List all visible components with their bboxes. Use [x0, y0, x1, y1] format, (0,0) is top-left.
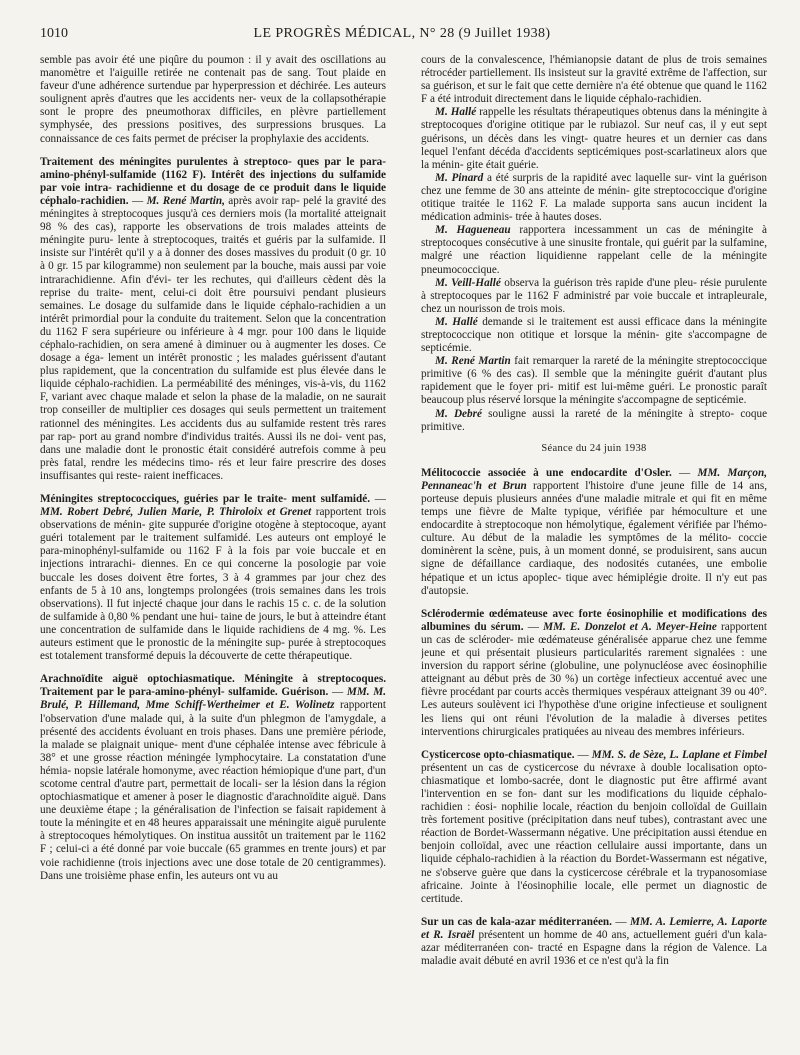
article-block: Sur un cas de kala-azar méditerranéen. — MM. A. Lemierre, A. Laporte et R. Israël présentent un homme de 40 ans, actuellement guéri d'un kala-azar méditerranéen con- tracté en Espagne dans la région de Valence. La maladie avait débuté en avril 1936 et ce n'est qu'à la fin — [421, 915, 767, 968]
text-line: coccie dominèrent la scène, puis, à un moment donné, se — [421, 532, 767, 558]
text-line: gite s'accompagne de septicémie. — [421, 328, 767, 355]
paragraph-block — [421, 224, 767, 276]
left-column — [40, 54, 386, 1049]
text-line: Le dosage du sulfamide dans le liquide céphalo-rachidien a — [88, 299, 371, 312]
text-line: souligne aussi la rareté de la méningite à strepto- — [488, 407, 735, 420]
text-line: rationnel des méningites. — [40, 417, 156, 430]
article-block: Arachnoïdite aiguë optochiasmatique. Méningite à streptocoques. Traitement par le para-amino-phényl- sulfamide. Guérison. — MM. M. Brulé, P. Hillemand, Mme Schiff-Wertheimer et E. Wolinetz rapportent l'observation d'une malade qui, à la suite d'un phlegmon de l'amygdale, a présenté des accidents évoluant en trois phases. Dans une première période, la malade se plaignait unique- ment d'une céphalée intense avec fébricule à 38° et une grosse réaction méningée lymphocytaire. La constatation d'une hémia- nopsie latérale homonyme, avec réaction hémiopique d'une part, d'un scotome central d'autre part, permettait de locali- ser la lésion dans la région optochiasmatique et amener à poser le diagnostic d'arachnoïdite aiguë. Dans une deuxième étape ; la généralisation de l'infection se faisait rapidement à toute la méningite et en 48 heures apparaissait une méningite aiguë purulente à streptocoques hémolytiques. On institua aussitôt un traitement par le 1162 F ; celui-ci a été donné par voie buccale (65 grammes en trente jours) et par voie rachidienne (trois injections avec une dose totale de 20 centigrammes). Dans une troisième phase enfin, les auteurs ont vu au — [40, 673, 386, 882]
text-line: jours) et par voie rachidienne (trois injections avec une dose — [40, 843, 386, 869]
text-line: élevée dans le liquide céphalo-rachidien. La perméabilité des — [40, 365, 386, 391]
text-line: taine de jours, le but à atteindre étant une concentration — [40, 610, 386, 636]
text-line: d'accidents septicémiques post-scarlatineux alors que la ménin- — [421, 145, 767, 171]
text-line: avec une réaction de Bordet-Wassermann négative. — [421, 814, 767, 840]
text-line: 15 c. c. de la solution de sulfamide à 0,80 % pendant une hui- — [40, 597, 386, 623]
article-block: Méningites streptococciques, guéries par le traite- ment sulfamidé. — MM. Robert Debré, Julien Marie, P. Thiroloix et Grenet rapportent trois observations de ménin- gite suppurée d'origine otogène à steptocoque, ayant guéri totalement par le traitement sulfamidé. Les auteurs ont employé le para-minophényl-sulfamide ou 1162 F à la fois par voie buccale et en injections intrarachi- diennes. En ce qui concerne la posologie par voie buccale les doses doivent être fortes, 3 à 4 grammes par jour chez des enfants de 5 à 10 ans, longtemps prolongées (trois semaines dans les trois observations). Il fut injecté chaque jour dans le rachis 15 c. c. de la solution de sulfamide à 0,80 % pendant une hui- taine de jours, le but à atteindre étant une concentration de sulfamide dans le liquide rachidiens de 4 mg. %. Les auteurs estiment que le pronostic de la méningite sup- purée à streptocoques est totalement transformé depuis la découverte de cette thérapeutique. — [40, 493, 386, 663]
article-block: Traitement des méningites purulentes à streptoco- ques par le para-amino-phényl-sulfamide (1162 F). Intérêt des injections du sulfamide par voie intra- rachidienne et du dosage de ce produit dans le liquide céphalo-rachidien. — M. René Martin, après avoir rap- pelé la gravité des méningites à streptocoques jusqu'à ces derniers mois (la mortalité atteignait 98 % des cas), rapporte les observations de trois malades atteints de méningite puru- lente à streptocoques, traités et guéris par la sulfamide. Il insiste sur l'intérêt qu'il y a à donner des doses massives du produit (0 gr. 10 à 0 gr. 15 par kilogramme) non seulement par la bouche, mais aussi par voie intrarachidienne. Afin d'évi- ter les rechutes, qui d'ailleurs cèdent dès la reprise du traite- ment, celui-ci doit être poursuivi pendant plusieurs semaines. Le dosage du sulfamide dans le liquide céphalo-rachidien a un intérêt primordial pour la conduite du traitement. Selon que la concentration du 1162 F sera supérieure ou inférieure à 4 mgr. pour 100 dans le liquide céphalo-rachidien, on sera amené à diminuer ou à augmenter les doses. Ce dosage a éga- lement un intérêt pronostic ; les malades guérissent d'autant plus rapidement, que la concentration du sulfamide est plus élevée dans le liquide céphalo-rachidien. La perméabilité des méninges, vis-à-vis, du 1162 F, variant avec chaque malade et selon la phase de la maladie, on ne saurait trop conseiller de multiplier ces dosages qui seuls permettent un traitement rationnel des méningites. Les accidents dus au sulfamide restent très rares par rap- port au grand nombre d'individus traités. Aussi ils ne doi- vent pas, dans une maladie dont le pronostic était considéré autrefois comme à peu près fatal, rendre les médecins timo- rés et leur faire prescrire des doses insuffisantes qui reste- raient inefficaces. — [40, 155, 386, 482]
text-line: elle permet un diagnostic de certitude. — [421, 879, 767, 905]
authors: M. Hallé — [435, 315, 478, 328]
text-line: oscillations au manomètre et l'aiguille retirée ne contenait — [40, 54, 386, 80]
text-line: les observations de trois malades atteints de méningite puru- — [40, 221, 386, 247]
text-line: culture. Au début de la maladie les symptômes de la mélito- — [421, 532, 732, 545]
text-line: Les auteurs soulignent après d'autres que les accidents ner- — [40, 80, 386, 106]
text-line: Les auteurs ont employé le para-minophényl-sulfamide ou — [40, 532, 386, 558]
authors: M. Hallé — [435, 106, 477, 119]
text-line: infectieux accentué avec une fièvre procédant par courts accès — [421, 673, 767, 699]
text-line: une inversion du rapport sérine (globuline, une polynucléose — [421, 647, 767, 673]
text-line: pas de sang. Tout plaide en faveur d'une adhérence surtendue — [40, 67, 386, 93]
text-line: malade supporta sans aucun incident la médication adminis- — [421, 198, 767, 224]
text-line: En ce qui concerne la posologie par voie buccale les doses — [40, 558, 386, 584]
text-line: rapportera incessamment un cas de méningite — [519, 224, 754, 237]
text-line: trois observations). Il fut injecté chaque jour dans le rachis — [40, 584, 386, 610]
paragraph-block — [421, 106, 767, 171]
text-line: introduit directement dans le liquide céphalo-rachidien. — [453, 93, 702, 106]
text-line: la méningite streptococcique non otitique et lorsque la ménin- — [421, 315, 767, 341]
paragraph-block — [421, 172, 767, 224]
text-line: streptococcique primitive (6 % des cas). Il semble que la — [421, 355, 767, 381]
text-line: réservé lorsque la méningite s'accompagne de septicémie. — [488, 394, 747, 407]
text-line: Malte typique, vérifiée par hémoculture et une endocardite à — [421, 506, 767, 532]
running-header — [40, 26, 764, 46]
authors: MM. S. de Sèze, L. Laplane et Fimbel — [591, 748, 767, 761]
right-column — [421, 54, 767, 1049]
text-line: Sur neuf cas, il y eut sept guérisons, un décès dans les vingt- — [421, 119, 767, 145]
text-line: celle de la méningite pneumococcique. — [421, 250, 767, 276]
article-block: Mélitococcie associée à une endocardite d'Osler. — MM. Marçon, Pennaneac'h et Brun rapportent l'histoire d'une jeune fille de 14 ans, porteuse depuis plusieurs années d'une maladie mitrale et qui fit en même temps une fièvre de Malte typique, vérifiée par hémoculture et une endocardite à streptocoque non hémolytique, également vérifiée par l'hémo- culture. Au début de la maladie les symptômes de la mélito- coccie dominèrent la scène, puis, à un moment donné, se produisirent, sans aucun signe de défaillance cardiaque, des nodosités cutanées, une embolie hépatique et un ictus apoplec- tique avec hémiplégie droite. Il n'y eut pas d'autopsie. — [421, 466, 767, 597]
text-line: raient inefficaces. — [143, 469, 224, 482]
text-line: à streptocoques consécutive à une sinusite frontale, qui guérit — [421, 224, 767, 250]
text-line: mie œdémateuse généralisée apparue chez une femme jeune — [421, 633, 767, 660]
text-line: totalement par le traitement sulfamidé. — [68, 532, 251, 545]
text-line: a été surpris de la rapidité avec laquelle sur- — [487, 171, 692, 184]
article-title: Arachnoïdite aiguë optochiasmatique. Méningite à streptocoques. Traitement par le para-amino-phényl- sulfamide. Guérison. — [40, 673, 386, 699]
text-line: faits permet de préciser la prophylaxie des accidents. — [132, 132, 369, 145]
text-line: et la trypanosomiase africaine. Jointe à l'éosinophilie locale, — [421, 866, 767, 892]
article-block: Cysticercose opto-chiasmatique. — MM. S. de Sèze, L. Laplane et Fimbel présentent un cas de cysticercose du névraxe à double localisation opto-chiasmatique et lombo-sacrée, dont le diagnostic put être affirmé avant l'intervention en se fon- dant sur les modifications du liquide céphalo-rachidien : éosi- nophilie locale, réaction du benjoin colloïdal de Guillain très fortement positive (précipitation dans neuf tubes), contrastant avec une réaction de Bordet-Wassermann négative. Une précipitation aussi étendue en benjoin colloïdal, avec une réaction cellulaire aussi importante, dans un liquide céphalo-rachidien à la réaction du Bordet-Wassermann est négative, ne s'observe guère que dans la cysticercose cérébrale et la trypanosomiase africaine. Jointe à l'éosinophilie locale, elle permet un diagnostic de certitude. — [421, 748, 767, 905]
authors: MM. Marçon, Pennaneac'h et Brun — [421, 466, 767, 492]
text-line: rappelle les résultats thérapeutiques obtenus dans — [479, 106, 701, 119]
session-date: Séance du 24 juin 1938 — [541, 442, 647, 454]
paragraph-block — [421, 355, 767, 407]
text-line: tique avec hémiplégie droite. Il n'y eut pas d'autopsie. — [421, 571, 767, 597]
text-line: tracté en Espagne dans la région de Valence. — [537, 942, 751, 954]
paragraph-block — [421, 54, 767, 106]
authors: MM. Robert Debré, Julien Marie, P. Thiroloix et Grenet — [40, 506, 312, 519]
text-line: autrefois comme à peu près fatal, rendre les médecins timo- — [40, 443, 386, 469]
text-line: amené à diminuer ou à augmenter les doses. Ce dosage a éga- — [40, 338, 386, 365]
text-line: gite streptococcique d'origine otitique traitée le 1162 F. La — [421, 184, 767, 211]
text-line: à diverses petites interventions chirurgicales pratiquées au — [421, 712, 767, 738]
text-line: dant sur les modifications du liquide céphalo-rachidien : éosi- — [421, 787, 767, 814]
text-line: rapportent un cas de scléroder- — [421, 620, 767, 646]
text-line: nopsie latérale homonyme, avec réaction hémiopique d'une — [74, 764, 341, 777]
text-line: plus rapidement, que la concentration du sulfamide est plus — [40, 365, 317, 378]
text-line: 4 mgr. pour 100 dans le liquide céphalo-rachidien, on sera — [40, 325, 386, 351]
text-line: diennes. — [141, 558, 179, 571]
text-line: et soulignent les liens qui ont réuni l'évolution de la maladie — [421, 699, 767, 725]
authors: M. Pinard — [435, 171, 484, 184]
text-line: lement un intérêt pronostic ; les malades guérissent d'autant — [107, 352, 386, 365]
text-line: que cette dernière n'a été obtenue que quand le 1162 F a été — [421, 80, 767, 106]
text-line: thermiques vespéraux atteignant 39 ou 40°. — [572, 686, 767, 699]
text-line: quatre heures et un dernier cas dans lequel l'enfant décéda — [421, 132, 767, 158]
paragraph-block — [40, 54, 386, 146]
text-line: négative, ne s'observe guère que dans la cysticercose cérébrale — [421, 853, 767, 879]
text-line: un intérêt primordial pour la conduite du traitement. Selon — [40, 299, 386, 325]
text-line: une réaction cellulaire aussi importante, dans un liquide — [421, 840, 767, 866]
text-line: que la concentration du 1162 F sera supérieure ou inférieure à — [40, 312, 386, 338]
text-line: rapportent l'histoire — [533, 479, 624, 492]
text-line: Les accidents dus au sulfamide restent très rares par rap- — [40, 417, 386, 443]
text-line: ser la lésion dans la région optochiasmatique et amener à — [40, 777, 386, 804]
text-line: rapportent trois observations de ménin- — [40, 506, 386, 532]
text-line: Dans une troisième phase enfin, les auteurs ont vu au — [40, 869, 278, 882]
text-line: Dans une première période, la malade se plaignait unique- — [40, 725, 386, 751]
text-line: trois semaines rétrocéder partiellement. Ils insisteut sur la — [421, 54, 767, 80]
article-title: Traitement des méningites purulentes à streptoco- ques par le para-amino-phényl-sulfamide (1162 F). Intérêt des injections du sulfamide par voie intra- rachidienne et du dosage de ce produit dans le liquide céphalo-rachidien. — [40, 155, 386, 207]
text-line: Les auteurs estiment que le pronostic de la méningite sup- — [40, 623, 386, 650]
article-title: Mélitococcie associée à une endocardite d'Osler. — [421, 466, 672, 479]
text-line: hémolytiques. On institua aussitôt un traitement par le 1162 F ; — [40, 830, 386, 856]
text-line: présentent un homme de — [478, 928, 593, 941]
text-line: totale de 20 centigrammes). — [259, 856, 386, 869]
text-line: purée à streptocoques est totalement transformé depuis la — [40, 637, 386, 663]
text-line: insiste sur l'intérêt qu'il y a à donner des doses massives du — [40, 247, 309, 260]
text-line: céphalo-rachidien à la réaction du Bordet-Wassermann est — [455, 853, 723, 866]
article-title: Cysticercose opto-chiasmatique. — [421, 748, 575, 761]
text-line: après avoir rap- — [228, 194, 300, 207]
text-line: produisirent, sans aucun signe de défaillance cardiaque, des — [421, 545, 767, 571]
text-line: vent pas, dans une maladie dont le pronostic était considéré — [40, 430, 386, 456]
text-line: la bouche, mais aussi par voie intrarachidienne. Afin d'évi- — [40, 260, 386, 286]
authors: MM. E. Donzelot et A. Meyer-Heine — [543, 620, 717, 633]
text-line: gite suppurée d'origine otogène à steptocoque, ayant guéri — [40, 519, 386, 545]
text-line: semble pas avoir été une piqûre du poumon : il y avait des — [40, 54, 317, 66]
text-line: méninges, vis-à-vis, du 1162 F, variant avec chaque malade et — [40, 378, 386, 404]
text-line: fortement positive (précipitation dans neuf tubes), contrastant — [440, 814, 723, 827]
text-line: de sulfamide dans le liquide rachidiens de 4 mg. %. — [124, 623, 366, 636]
text-line: de 5 à 10 ans, longtemps prolongées (trois semaines dans les — [76, 584, 362, 597]
text-line: la méningite à streptocoques d'origine otitique par le rubiazol. — [421, 106, 767, 132]
authors: M. Debré — [435, 407, 482, 420]
text-line: ment, celui-ci doit être poursuivi pendant plusieurs semaines. — [40, 286, 386, 312]
text-line: demande si le traitement est aussi efficace dans — [482, 315, 706, 328]
article-title: Méningites streptococciques, guéries par le traite- ment sulfamidé. — [40, 493, 371, 505]
article-title: Sur un cas de kala-azar méditerranéen. — [421, 915, 612, 928]
text-line: méningite guérit d'autant plus rapidement que le foyer pri- — [421, 368, 767, 394]
text-line: avec éosinophilie atteignant au début près de 30 %) un cortège — [421, 660, 767, 686]
text-line: multiplier ces dosages qui seuls permettent un traitement — [123, 404, 386, 417]
text-line: présenté des accidents évoluant en trois phases. — [40, 725, 257, 738]
text-line: nodosités cutanées, une embolie hépatique et un ictus apoplec- — [421, 558, 767, 584]
text-line: se faisait rapidement à toute la méningite et en 48 heures — [40, 804, 386, 830]
text-line: mois. — [540, 302, 566, 315]
text-line: fait remarquer la rareté de la méningite — [514, 355, 694, 368]
text-line: difficiles, en plèvre partiellement symphysée, des pressions — [40, 106, 386, 132]
text-line: mitif est lui-même guéri. Le pronostic paraît beaucoup plus — [421, 381, 767, 407]
text-line: d'une jeune fille de 14 ans, porteuse depuis plusieurs années — [421, 479, 767, 505]
text-line: nophilie locale, réaction du benjoin colloïdal de Guillain très — [421, 801, 767, 827]
paragraph-block — [421, 277, 767, 316]
text-line: Dans une deuxième étape ; la généralisation de l'infection — [40, 791, 386, 817]
text-line: d'une maladie mitrale et qui fit en même temps une fièvre de — [421, 493, 767, 519]
text-line: rés et leur faire prescrire des doses insuffisantes qui reste- — [40, 456, 386, 482]
paragraph-block — [421, 408, 767, 434]
authors: M. René Martin, — [146, 194, 225, 207]
authors: M. René Martin — [435, 355, 511, 368]
text-line: Une précipitation aussi étendue en benjoin colloïdal, avec — [421, 827, 767, 853]
journal-title: LE PROGRÈS MÉDICAL, N° 28 (9 Juillet 1938) — [253, 26, 551, 41]
text-line: doivent être fortes, 3 à 4 grammes par jour chez des enfants — [40, 571, 386, 597]
text-line: selon la phase de la maladie, on ne saurait trop conseiller de — [40, 391, 386, 417]
text-line: part, d'un scotome central d'autre part, permettait de locali- — [40, 764, 386, 790]
text-line: observa la guérison très rapide d'une pleu- — [504, 276, 697, 289]
text-line: trée à hautes doses. — [515, 211, 602, 224]
text-line: résie purulente à streptocoques par le 1162 F administré par — [421, 276, 767, 302]
text-line: 1162 F à la fois par voie buccale et en injections intrarachi- — [40, 545, 386, 571]
article-block: Sclérodermie œdémateuse avec forte éosinophilie et modifications des albumines du sérum. — MM. E. Donzelot et A. Meyer-Heine rapportent un cas de scléroder- mie œdémateuse généralisée apparue chez une femme jeune et qui présentait plusieurs particularités rarement signalées : une inversion du rapport sérine (globuline, une polynucléose avec éosinophilie atteignant au début près de 30 %) un cortège infectieux accentué avec une fièvre procédant par courts accès thermiques vespéraux atteignant 39 ou 40°. Les auteurs soulèvent ici l'hypothèse d'une origine infectieuse et soulignent les liens qui ont réuni l'évolution de la maladie à diverses petites interventions chirurgicales pratiquées au niveau des membres inférieurs. — [421, 607, 767, 738]
page-number: 1010 — [40, 26, 68, 41]
text-line: ter les rechutes, qui d'ailleurs cèdent dès la reprise du traite- — [40, 273, 386, 299]
text-line: par la sulfamine, malgré une réaction liquidienne rappelant — [421, 237, 767, 263]
article-title: Sclérodermie œdémateuse avec forte éosinophilie et modifications des albumines du sérum. — [421, 607, 767, 633]
text-line: à double localisation opto-chiasmatique et lombo-sacrée, dont — [421, 761, 767, 787]
paragraph-block — [421, 316, 767, 355]
text-line: lente à streptocoques, traités et guéris par la sulfamide. Il — [117, 234, 386, 247]
text-line: réaction méningée lymphocytaire. La constatation d'une hémia- — [40, 751, 386, 777]
text-line: coque primitive. — [421, 407, 767, 433]
text-line: gite était guérie. — [466, 158, 539, 171]
text-line: présentent un cas de cysticercose du névraxe — [421, 761, 636, 774]
text-line: rapportent l'observation — [40, 699, 386, 725]
authors: M. Hagueneau — [435, 224, 511, 237]
authors: M. Veill-Hallé — [435, 276, 501, 289]
text-line: celui-ci a été donné par voie buccale (65 grammes en trente — [55, 843, 328, 856]
text-line: derniers mois (la mortalité atteignait 98 % des cas), rapporte — [40, 208, 386, 234]
text-line: découverte de cette thérapeutique. — [199, 650, 353, 663]
text-line: vint la guérison chez une femme de 30 ans atteinte de ménin- — [421, 171, 767, 197]
text-line: produit (0 gr. 10 à 0 gr. 15 par kilogramme) non seulement par — [40, 247, 386, 273]
text-line: apparaissait une méningite aiguë purulente à streptocoques — [40, 817, 386, 843]
text-line: streptocoque non hémolytique, également vérifiée par l'hémo- — [485, 519, 767, 532]
text-line: voie buccale et intrapleurale, chez un nourisson de trois — [421, 289, 767, 315]
text-line: Les auteurs soulèvent ici l'hypothèse d'une origine infectieuse — [421, 699, 705, 712]
text-line: niveau des membres inférieurs. — [604, 725, 745, 738]
text-line: veux de la collapsothérapie sont le propre des pneumothorax — [40, 93, 386, 119]
text-line: ment d'une céphalée intense avec fébricule à 38° et une grosse — [40, 738, 386, 764]
authors: MM. A. Lemierre, A. Laporte et R. Israël — [421, 915, 767, 941]
text-line: port au grand nombre d'individus traités. Aussi ils ne doi- — [79, 430, 343, 443]
text-line: 40 ans, actuellement guéri d'un kala-azar méditerranéen con- — [421, 928, 767, 954]
text-line: cours de la convalescence, l'hémianopsie datant de plus de — [421, 54, 697, 66]
text-line: gravité extrême de l'affection, sur sa guérison, et sur le fait — [421, 67, 767, 93]
text-line: le diagnostic put être affirmé avant l'intervention en se fon- — [421, 774, 767, 800]
text-line: poser le diagnostic d'arachnoïdite aiguë. — [178, 791, 360, 804]
text-line: positives, des surpressions brusques. La connaissance de ces — [40, 119, 386, 145]
text-line: et qui présentait plusieurs particularités rarement signalées : — [451, 647, 745, 660]
authors: MM. M. Brulé, P. Hillemand, Mme Schiff-Wertheimer et E. Wolinetz — [40, 686, 386, 712]
text-line: par hyperpression et déchirée. — [194, 80, 331, 93]
text-line: d'une malade qui, à la suite d'un phlegmon de l'amygdale, a — [101, 712, 386, 725]
text-line: La maladie avait débuté en avril 1936 et ce n'est qu'à la fin — [421, 942, 767, 968]
text-line: pelé la gravité des méningites à streptocoques jusqu'à ces — [40, 194, 386, 221]
